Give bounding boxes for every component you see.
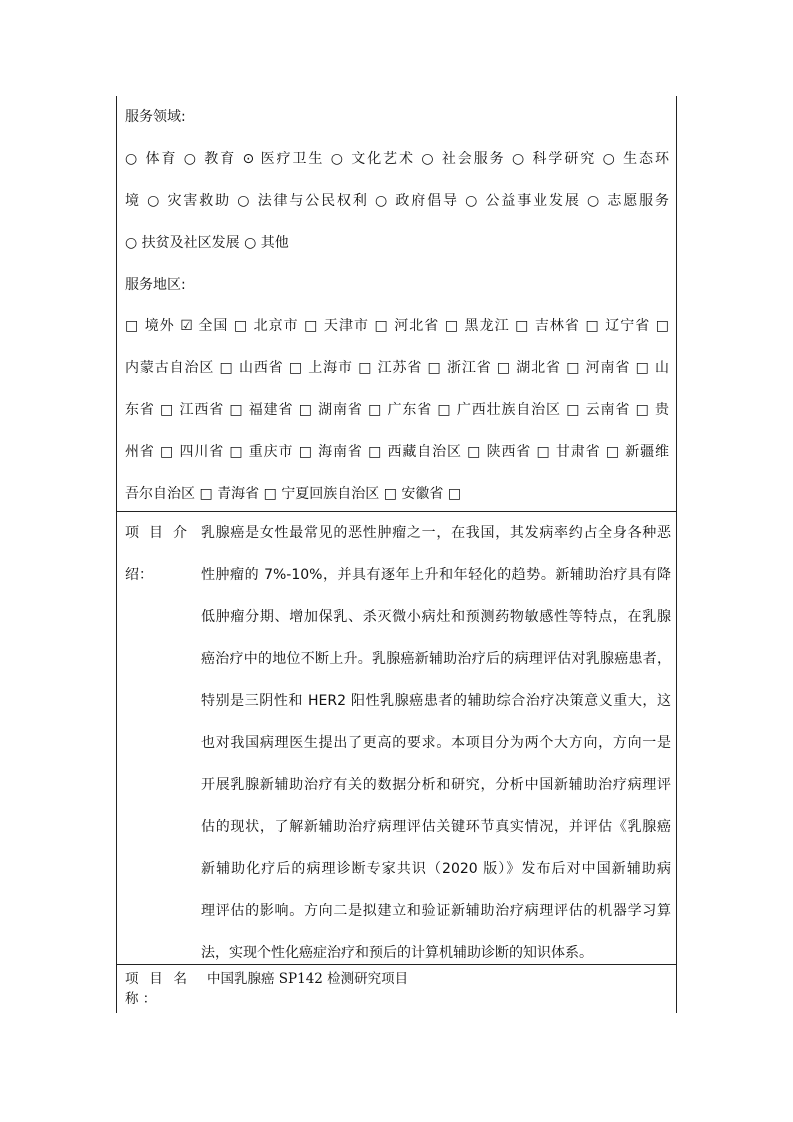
service-region-options-line-3: 东省 □ 江西省 □ 福建省 □ 湖南省 □ 广东省 □ 广西壮族自治区 □ 云南省 □ 贵 xyxy=(125,402,669,418)
service-region-label: 服务地区: xyxy=(125,277,186,293)
service-field-options-line-1: ○ 体育 ○ 教育 ⊙ 医疗卫生 ○ 文化艺术 ○ 社会服务 ○ 科学研究 ○ 生态环 xyxy=(125,151,669,167)
project-intro-text-line-8: 估的现状，了解新辅助治疗病理评估关键环节真实情况，并评估《乳腺癌 xyxy=(201,819,671,835)
service-region-options-line-4: 州省 □ 四川省 □ 重庆市 □ 海南省 □ 西藏自治区 □ 陕西省 □ 甘肃省 □ 新疆维 xyxy=(125,444,669,460)
project-intro-text-line-1: 乳腺癌是女性最常见的恶性肿瘤之一，在我国，其发病率约占全身各种恶 xyxy=(201,525,671,541)
project-name-label-line-2: 称 ： xyxy=(125,991,157,1007)
service-field-options-line-3: ○ 扶贫及社区发展 ○ 其他 xyxy=(125,235,289,251)
form-table xyxy=(116,96,677,1013)
project-intro-text-line-6: 也对我国病理医生提出了更高的要求。本项目分为两个大方向，方向一是 xyxy=(201,735,671,751)
project-intro-text-line-4: 癌治疗中的地位不断上升。乳腺癌新辅助治疗后的病理评估对乳腺癌患者， xyxy=(201,651,671,667)
project-intro-text-line-7: 开展乳腺新辅助治疗有关的数据分析和研究，分析中国新辅助治疗病理评 xyxy=(201,777,671,793)
project-intro-text-line-3: 低肿瘤分期、增加保乳、杀灭微小病灶和预测药物敏感性等特点，在乳腺 xyxy=(201,609,671,625)
project-name-value: 中国乳腺癌 SP142 检测研究项目 xyxy=(207,971,409,987)
service-region-options-line-2: 内蒙古自治区 □ 山西省 □ 上海市 □ 江苏省 □ 浙江省 □ 湖北省 □ 河南省 □ 山 xyxy=(125,360,669,376)
service-cell xyxy=(117,96,676,511)
project-name-cell xyxy=(117,964,676,1013)
service-field-label: 服务领域: xyxy=(125,109,186,125)
service-region-options-line-5: 吾尔自治区 □ 青海省 □ 宁夏回族自治区 □ 安徽省 □ xyxy=(125,486,462,502)
project-intro-text-line-10: 理评估的影响。方向二是拟建立和验证新辅助治疗病理评估的机器学习算 xyxy=(201,903,671,919)
project-intro-text-line-2: 性肿瘤的 7%-10%，并具有逐年上升和年轻化的趋势。新辅助治疗具有降 xyxy=(201,567,671,583)
project-name-label-line-1: 项 目 名 xyxy=(125,971,187,987)
project-intro-label-line-1: 项 目 介 xyxy=(125,525,187,541)
service-field-options-line-2: 境 ○ 灾害救助 ○ 法律与公民权利 ○ 政府倡导 ○ 公益事业发展 ○ 志愿服务 xyxy=(125,193,669,209)
service-region-options-line-1: □ 境外 ☑ 全国 □ 北京市 □ 天津市 □ 河北省 □ 黑龙江 □ 吉林省 □ 辽宁省 □ xyxy=(125,318,669,334)
project-intro-label-line-2: 绍： xyxy=(125,567,153,583)
project-intro-text-line-11: 法，实现个性化癌症治疗和预后的计算机辅助诊断的知识体系。 xyxy=(201,945,593,961)
project-intro-text-line-5: 特别是三阴性和 HER2 阳性乳腺癌患者的辅助综合治疗决策意义重大，这 xyxy=(201,693,671,709)
project-intro-text-line-9: 新辅助化疗后的病理诊断专家共识（2020 版）》发布后对中国新辅助病 xyxy=(201,861,671,877)
project-intro-cell xyxy=(117,511,676,964)
